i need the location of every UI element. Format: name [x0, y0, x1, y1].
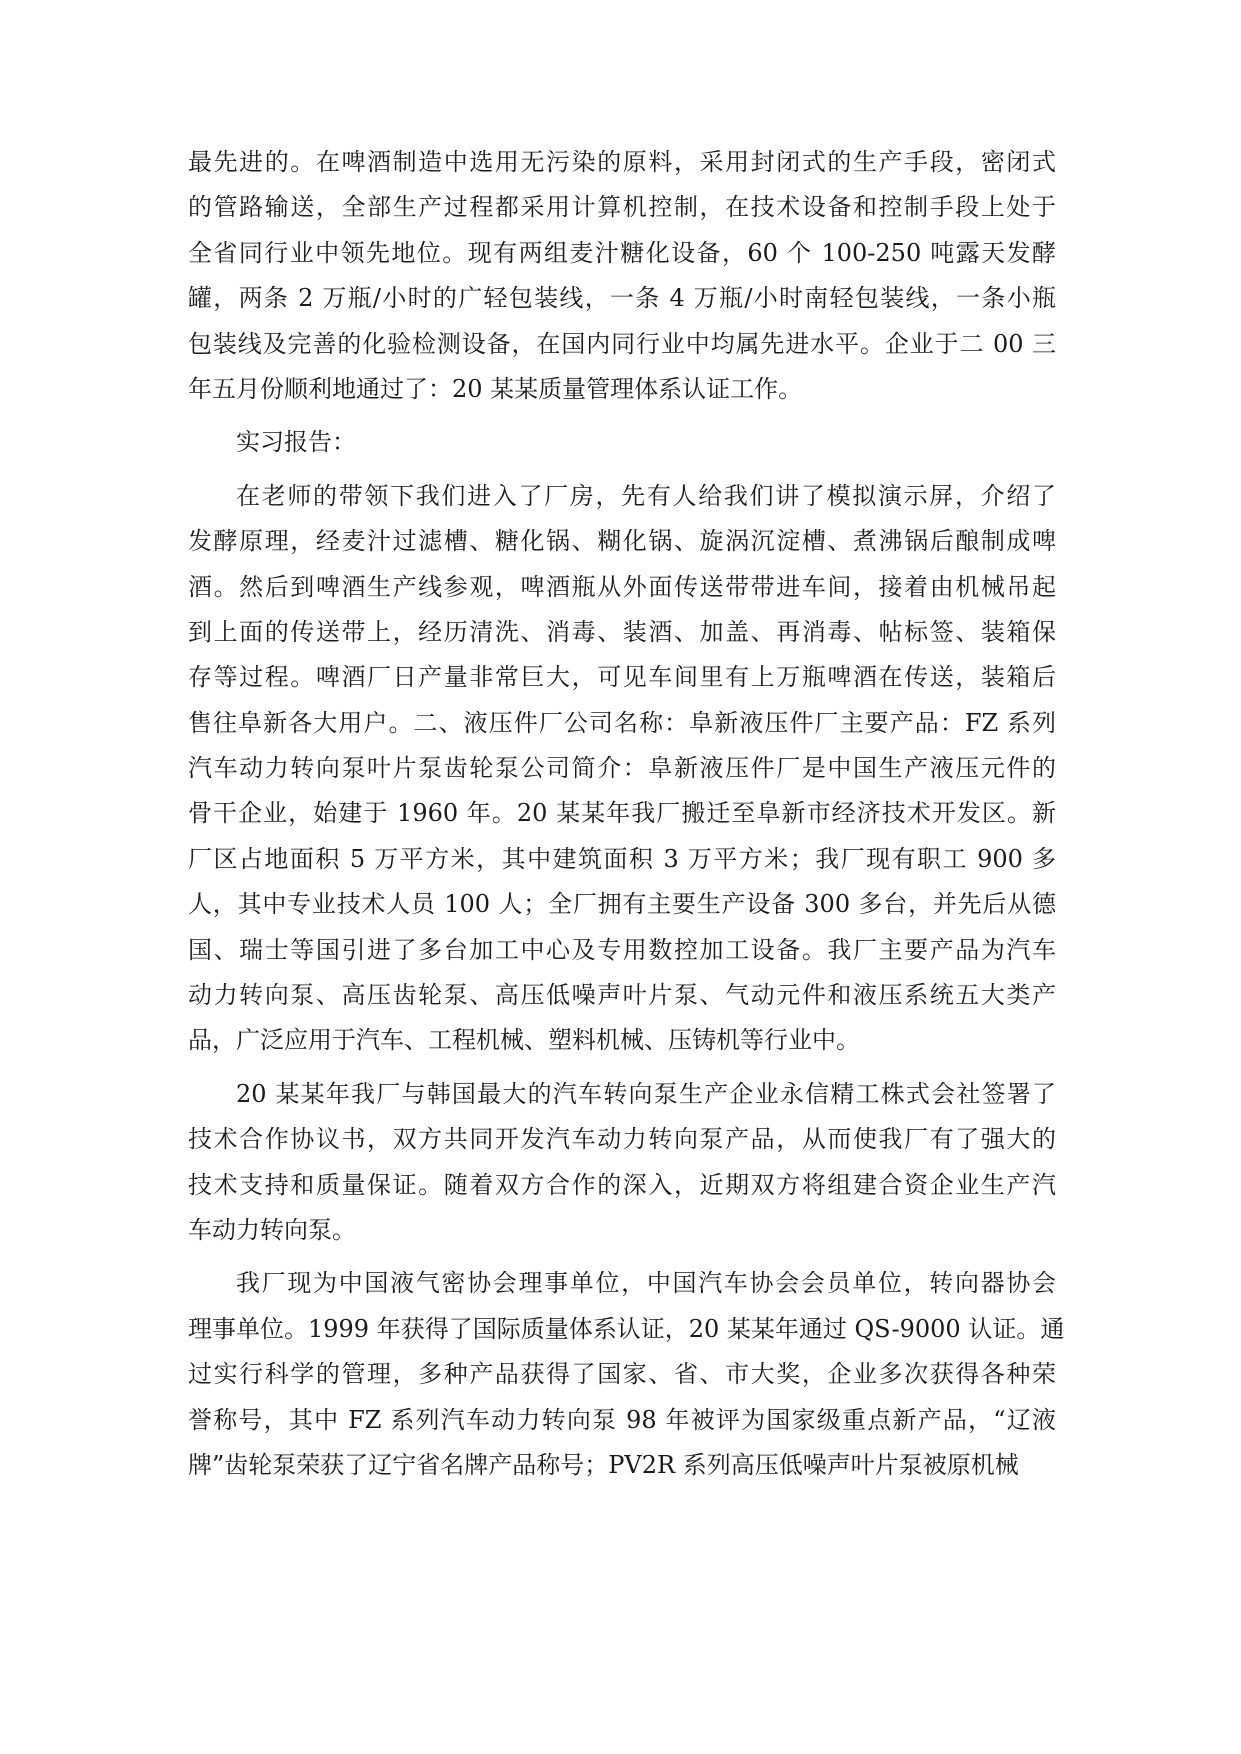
text-line: 厂区占地面积 5 万平方米，其中建筑面积 3 万平方米；我厂现有职工 900 多	[188, 844, 1056, 873]
text-line: 罐，两条 2 万瓶/小时的广轻包装线，一条 4 万瓶/小时南轻包装线，一条小瓶	[188, 284, 1056, 313]
text-line: 存等过程。啤酒厂日产量非常巨大，可见车间里有上万瓶啤酒在传送，装箱后	[188, 663, 1056, 692]
text-line: 国、瑞士等国引进了多台加工中心及专用数控加工设备。我厂主要产品为汽车	[188, 935, 1056, 964]
text-line: 到上面的传送带上，经历清洗、消毒、装酒、加盖、再消毒、帖标签、装箱保	[188, 617, 1056, 646]
paragraph	[188, 474, 1056, 1064]
text-line: 售往阜新各大用户。二、液压件厂公司名称：阜新液压件厂主要产品：FZ 系列	[188, 708, 1056, 737]
text-line: 发酵原理，经麦汁过滤槽、糖化锅、糊化锅、旋涡沉淀槽、煮沸锅后酿制成啤	[188, 527, 1056, 556]
text-line: 汽车动力转向泵叶片泵齿轮泵公司简介：阜新液压件厂是中国生产液压元件的	[188, 754, 1056, 783]
paragraph	[188, 140, 1056, 412]
text-line: 技术支持和质量保证。随着双方合作的深入，近期双方将组建合资企业生产汽	[188, 1170, 1056, 1199]
text-line: 最先进的。在啤酒制造中选用无污染的原料，采用封闭式的生产手段，密闭式	[188, 148, 1056, 176]
paragraph-gap	[188, 1253, 1056, 1261]
text-line: 20 某某年我厂与韩国最大的汽车转向泵生产企业永信精工株式会社签署了	[236, 1079, 1056, 1108]
text-line: 理事单位。1999 年获得了国际质量体系认证，20 某某年通过 QS-9000 认证。通	[188, 1314, 1065, 1343]
paragraph	[188, 1261, 1065, 1488]
paragraph-gap	[188, 412, 1056, 420]
paragraph	[188, 1072, 1056, 1254]
document-body	[188, 140, 1065, 1488]
text-line: 动力转向泵、高压齿轮泵、高压低噪声叶片泵、气动元件和液压系统五大类产	[188, 981, 1056, 1010]
text-line: 技术合作协议书，双方共同开发汽车动力转向泵产品，从而使我厂有了强大的	[188, 1125, 1056, 1154]
paragraph-gap	[188, 466, 1056, 474]
text-line: 的管路输送，全部生产过程都采用计算机控制，在技术设备和控制手段上处于	[188, 193, 1056, 222]
paragraph	[188, 420, 1056, 465]
text-line: 包装线及完善的化验检测设备，在国内同行业中均属先进水平。企业于二 00 三	[188, 329, 1056, 358]
text-line: 人，其中专业技术人员 100 人；全厂拥有主要生产设备 300 多台，并先后从德	[188, 890, 1056, 919]
text-line: 品，广泛应用于汽车、工程机械、塑料机械、压铸机等行业中。	[188, 1026, 860, 1055]
text-line: 年五月份顺利地通过了：20 某某质量管理体系认证工作。	[188, 374, 803, 403]
paragraph-gap	[188, 1064, 1056, 1072]
text-line: 过实行科学的管理，多种产品获得了国家、省、市大奖，企业多次获得各种荣	[188, 1360, 1056, 1389]
text-line: 骨干企业，始建于 1960 年。20 某某年我厂搬迁至阜新市经济技术开发区。新	[188, 799, 1056, 828]
text-line: 车动力转向泵。	[188, 1215, 356, 1244]
text-line: 实习报告：	[236, 428, 356, 457]
text-line: 酒。然后到啤酒生产线参观，啤酒瓶从外面传送带带进车间，接着由机械吊起	[188, 572, 1056, 601]
text-line: 我厂现为中国液气密协会理事单位，中国汽车协会会员单位，转向器协会	[236, 1269, 1056, 1298]
text-line: 全省同行业中领先地位。现有两组麦汁糖化设备，60 个 100-250 吨露天发酵	[188, 238, 1056, 267]
text-line: 在老师的带领下我们进入了厂房，先有人给我们讲了模拟演示屏，介绍了	[236, 481, 1056, 510]
text-line: 誉称号，其中 FZ 系列汽车动力转向泵 98 年被评为国家级重点新产品，“辽液	[188, 1405, 1056, 1434]
text-line: 牌”齿轮泵荣获了辽宁省名牌产品称号；PV2R 系列高压低噪声叶片泵被原机械	[188, 1450, 1019, 1479]
